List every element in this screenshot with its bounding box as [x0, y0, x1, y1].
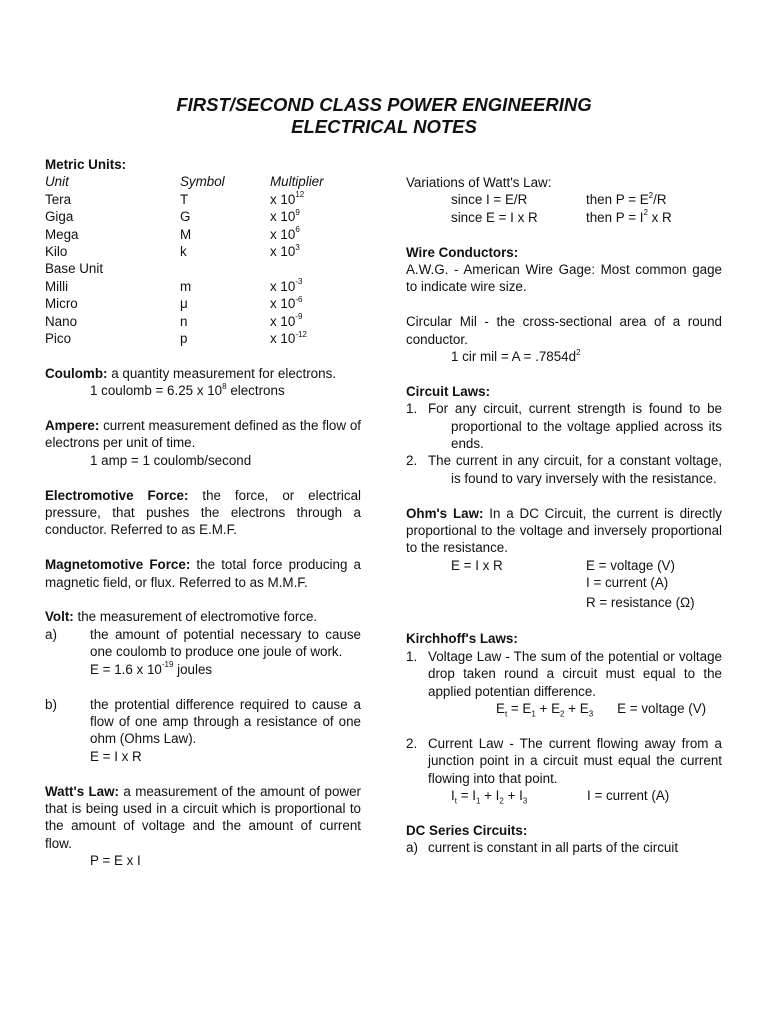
multiplier-exponent: 9: [295, 207, 300, 217]
ampere-definition: [45, 417, 361, 452]
volt-text: the measurement of electromotive force.: [73, 609, 318, 625]
cmil-eq-exp: 2: [576, 347, 581, 357]
kirchhoff-current-text: Current Law - The current flowing away from a junction point in a circuit must equal the current flowing into that point.: [428, 735, 722, 786]
multiplier-cell: [270, 295, 324, 312]
variations-then-post: x R: [647, 209, 672, 225]
kv-eq-a-sub: t: [504, 709, 508, 719]
ohms-law-text: In a DC Circuit, the current is directly proportional to the voltage and inversely proportional to the resistance.: [406, 505, 722, 556]
right-column: [406, 174, 722, 857]
volt-term: Volt:: [45, 609, 74, 625]
symbol-cell: [180, 260, 270, 277]
variations-then-pre: then P = E: [586, 192, 649, 208]
multiplier-base: x 10: [270, 331, 296, 347]
symbol-cell: G: [180, 209, 191, 225]
unit-cell: Milli: [45, 278, 69, 294]
title-line-2: ELECTRICAL NOTES: [291, 116, 477, 137]
kirchhoff-current-legend: I = current (A): [587, 788, 670, 804]
emf-text: the force, or electrical pressure, that pushes the electrons through a conductor. Referred to as E.M.F.: [45, 487, 362, 538]
kc-eq-c: + I: [480, 788, 500, 804]
variations-then-post: /R: [653, 192, 667, 208]
kirchhoff-current-equation-row: [406, 787, 722, 804]
kc-eq-c-sub: 2: [499, 796, 504, 806]
metric-row: [45, 208, 324, 225]
volt-item-a-label: a): [45, 626, 57, 642]
multiplier-cell: [270, 313, 324, 330]
multiplier-exponent: 6: [295, 225, 300, 235]
metric-units-table: [45, 173, 324, 347]
awg-definition: A.W.G. - American Wire Gage: Most common gage to indicate wire size.: [406, 262, 722, 295]
symbol-cell: T: [180, 191, 189, 207]
volt-item-b-label: b): [45, 696, 57, 712]
kirchhoff-voltage-law: [406, 648, 722, 700]
title-line-1: FIRST/SECOND CLASS POWER ENGINEERING: [176, 94, 592, 115]
kv-eq-b: = E: [507, 701, 532, 717]
mmf-definition: [45, 556, 361, 591]
multiplier-base: x 10: [270, 191, 296, 207]
coulomb-eq-post: electrons: [226, 383, 285, 399]
variations-then-pre: then P = I: [586, 209, 644, 225]
dc-series-item-a-label: a): [406, 840, 418, 856]
multiplier-exponent: -9: [295, 312, 303, 322]
multiplier-cell: [270, 208, 324, 225]
kv-eq-c-sub: 2: [560, 709, 565, 719]
unit-cell: Micro: [45, 296, 78, 312]
left-column: [45, 156, 361, 870]
metric-row: [45, 278, 324, 295]
circuit-law-text: The current in any circuit, for a constant voltage, is found to vary inversely with the resistance.: [428, 453, 722, 486]
ohms-law-equation-row: [406, 557, 722, 611]
symbol-cell: μ: [180, 296, 188, 312]
variations-then: [586, 191, 667, 208]
ohms-law-term: Ohm's Law:: [406, 505, 484, 521]
kc-eq-a-sub: t: [454, 796, 457, 806]
kc-eq-a: I: [451, 788, 455, 804]
multiplier-exponent: -6: [295, 294, 303, 304]
multiplier-exponent: 12: [295, 190, 305, 200]
unit-cell: Kilo: [45, 244, 68, 260]
ohms-legend-current: I = current (A): [586, 575, 669, 591]
coulomb-eq-pre: 1 coulomb = 6.25 x 10: [90, 383, 223, 399]
col-header-symbol: Symbol: [180, 174, 225, 190]
unit-cell: Nano: [45, 313, 78, 329]
ampere-term: Ampere:: [45, 418, 100, 434]
multiplier-base: x 10: [270, 244, 296, 260]
multiplier-exponent: 3: [295, 242, 300, 252]
metric-row: [45, 243, 324, 260]
col-header-unit: Unit: [45, 174, 69, 190]
unit-cell: Base Unit: [45, 261, 104, 277]
dc-series-item-a: [406, 839, 722, 856]
multiplier-base: x 10: [270, 226, 296, 242]
kc-eq-d-sub: 3: [522, 796, 528, 806]
multiplier-base: x 10: [270, 296, 296, 312]
metric-row: [45, 313, 324, 330]
volt-item-a-text: the amount of potential necessary to cause one coulomb to produce one joule of work.: [90, 626, 361, 660]
multiplier-cell: [270, 191, 324, 208]
cmil-eq-pre: 1 cir mil = A = .7854d: [451, 349, 577, 365]
volt-item-b: [45, 696, 361, 748]
kv-eq-a: E: [496, 701, 505, 717]
kv-eq-b-sub: 1: [531, 709, 536, 719]
metric-row: [45, 260, 324, 277]
kirchhoff-voltage-num: 1.: [406, 648, 418, 664]
kv-eq-d: + E: [564, 701, 589, 717]
ampere-text: current measurement defined as the flow of electrons per unit of time.: [45, 418, 361, 451]
volt-a-eq-pre: E = 1.6 x 10: [90, 661, 162, 677]
multiplier-base: x 10: [270, 278, 296, 294]
symbol-cell: p: [180, 331, 188, 347]
emf-definition: [45, 487, 361, 539]
coulomb-definition: [45, 365, 361, 382]
kirchhoff-current-law: [406, 735, 722, 787]
watts-law-term: Watt's Law:: [45, 783, 120, 799]
coulomb-term: Coulomb:: [45, 365, 108, 381]
unit-cell: Mega: [45, 226, 79, 242]
kirchhoff-voltage-equation-row: [406, 700, 722, 717]
multiplier-base: x 10: [270, 209, 296, 225]
volt-item-b-equation: E = I x R: [90, 748, 142, 764]
variations-then-exp: 2: [643, 208, 648, 218]
symbol-cell: n: [180, 313, 188, 329]
kv-eq-c: + E: [535, 701, 561, 717]
wire-conductors-heading: Wire Conductors:: [406, 244, 519, 260]
metric-row: [45, 330, 324, 347]
unit-cell: Pico: [45, 331, 72, 347]
variations-then: [586, 209, 672, 226]
variations-heading: Variations of Watt's Law:: [406, 175, 552, 190]
circular-mil-equation: [406, 348, 722, 365]
symbol-cell: k: [180, 244, 187, 260]
ohms-law-equation: E = I x R: [451, 557, 503, 573]
document-title: [0, 94, 768, 138]
kirchhoff-voltage-text: Voltage Law - The sum of the potential or voltage drop taken round a circuit must equal to the applied potentian difference.: [428, 648, 722, 699]
circuit-law-text: For any circuit, current strength is found to be proportional to the voltage applied across its ends.: [428, 401, 722, 452]
circuit-law-item: [406, 400, 722, 452]
kc-eq-b: = I: [456, 788, 476, 804]
circular-mil-definition: Circular Mil - the cross-sectional area of a round conductor.: [406, 314, 722, 347]
kirchhoff-current-num: 2.: [406, 735, 418, 751]
kc-eq-d: + I: [503, 788, 523, 804]
watts-law-text: a measurement of the amount of power that is being used in a circuit which is proportional to the amount of voltage and the amount of current flow.: [45, 783, 361, 851]
circuit-law-num: 1.: [406, 401, 418, 417]
multiplier-cell: [270, 226, 324, 243]
ohms-legend-voltage: E = voltage (V): [586, 557, 675, 573]
variations-since: since E = I x R: [451, 209, 538, 225]
volt-a-eq-exp: -19: [161, 660, 174, 670]
multiplier-cell: [270, 243, 324, 260]
ohms-legend-resistance: R = resistance (Ω): [586, 594, 695, 610]
volt-item-a-equation: [45, 661, 361, 678]
dc-series-item-a-text: current is constant in all parts of the circuit: [428, 840, 679, 856]
variations-row: [406, 209, 722, 226]
metric-row: [45, 295, 324, 312]
coulomb-text: a quantity measurement for electrons.: [107, 365, 336, 381]
circuit-laws-heading: Circuit Laws:: [406, 383, 491, 399]
volt-a-eq-post: joules: [173, 661, 213, 677]
symbol-cell: m: [180, 278, 192, 294]
metric-row: [45, 191, 324, 208]
circuit-law-num: 2.: [406, 453, 418, 469]
col-header-multiplier: Multiplier: [270, 174, 324, 190]
kc-eq-b-sub: 1: [475, 796, 481, 806]
multiplier-cell: [270, 330, 324, 347]
circuit-law-item: [406, 452, 722, 487]
ohms-law-definition: [406, 505, 722, 557]
metric-units-header-row: [45, 173, 324, 190]
kv-eq-d-sub: 3: [588, 709, 594, 719]
multiplier-exponent: -12: [295, 329, 307, 339]
emf-term: Electromotive Force:: [45, 487, 189, 503]
unit-cell: Giga: [45, 209, 74, 225]
kirchhoff-voltage-equation: [428, 700, 722, 717]
multiplier-exponent: -3: [295, 277, 303, 287]
multiplier-base: x 10: [270, 313, 296, 329]
volt-item-a: [45, 626, 361, 661]
dc-series-heading: DC Series Circuits:: [406, 822, 528, 838]
metric-units-heading: Metric Units:: [45, 157, 127, 172]
watts-law-equation: P = E x I: [90, 853, 141, 869]
symbol-cell: M: [180, 226, 192, 242]
multiplier-cell: [270, 278, 324, 295]
mmf-term: Magnetomotive Force:: [45, 557, 191, 573]
metric-row: [45, 226, 324, 243]
kirchhoff-heading: Kirchhoff's Laws:: [406, 631, 518, 647]
coulomb-equation: [45, 382, 361, 399]
volt-definition: [45, 608, 361, 625]
variations-since: since I = E/R: [451, 192, 528, 208]
ohms-law-legend: [586, 557, 695, 611]
unit-cell: Tera: [45, 191, 72, 207]
mmf-text: the total force producing a magnetic field, or flux. Referred to as M.M.F.: [45, 557, 361, 590]
coulomb-eq-exp: 8: [222, 381, 227, 391]
multiplier-cell: [270, 260, 324, 277]
watts-law-definition: [45, 783, 361, 853]
variations-row: [406, 191, 722, 208]
kirchhoff-current-equation: [451, 787, 587, 804]
ampere-equation: 1 amp = 1 coulomb/second: [90, 452, 252, 468]
kirchhoff-voltage-legend: E = voltage (V): [617, 701, 707, 717]
variations-then-exp: 2: [648, 190, 654, 200]
volt-item-b-text: the protential difference required to cause a flow of one amp through a resistance of one ohm (Ohms Law).: [90, 696, 361, 747]
